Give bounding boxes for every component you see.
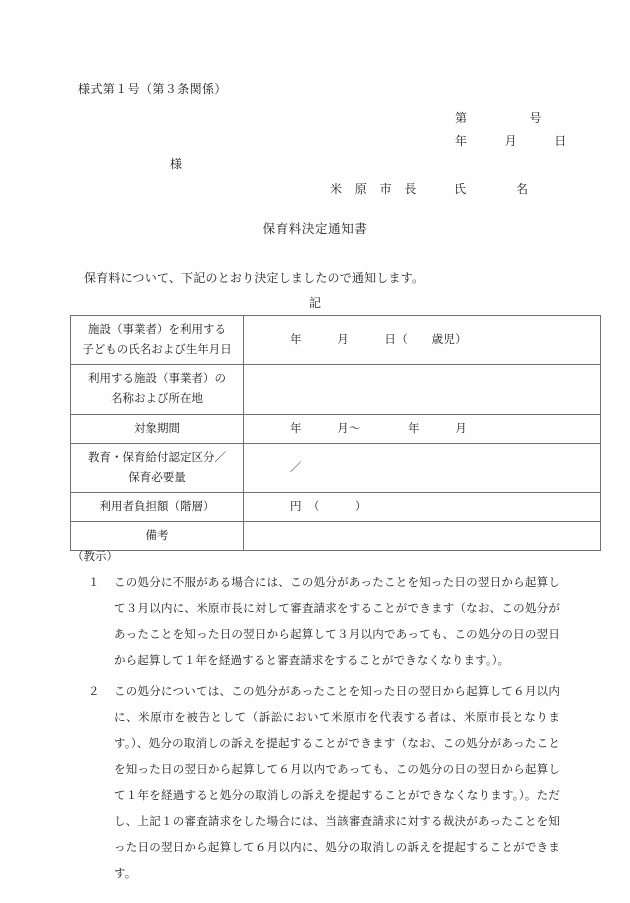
- document-number-field: 第 号: [455, 111, 542, 125]
- instruction-number-2: ２: [88, 686, 100, 698]
- row-value-child-name[interactable]: 年 月 日（ 歳児）: [244, 316, 601, 365]
- row-label-remarks: [71, 522, 244, 551]
- table-row: [71, 492, 601, 521]
- table-row: [71, 365, 601, 414]
- row-label-child-name: [71, 316, 244, 365]
- label-line-1: 施設（事業者）を利用する: [88, 324, 226, 336]
- instruction-number-1: １: [88, 577, 100, 589]
- page-title: 保育料決定通知書: [262, 222, 368, 236]
- row-value-certification-category[interactable]: ／: [244, 443, 601, 492]
- label-line-1: 利用者負担額（階層）: [99, 500, 215, 513]
- table-row: [71, 522, 601, 551]
- table-row: [71, 316, 601, 365]
- row-label-user-fee: [71, 492, 244, 521]
- row-label-facility-name: [71, 365, 244, 414]
- instructions-heading: （教示）: [72, 551, 118, 563]
- row-value-facility-name[interactable]: [244, 365, 601, 414]
- issuer-line: 米 原 市 長 氏 名: [330, 182, 529, 196]
- row-value-target-period[interactable]: 年 月～ 年 月: [244, 414, 601, 443]
- instructions-list: [88, 570, 560, 892]
- instruction-text-2: この処分については、この処分があったことを知った日の翌日から起算して６月以内に、米原市を被告として（訴訟において米原市を代表する者は、米原市長となります。）、処分の取消しの訴えを提起することができます（なお、この処分があったことを知った日の翌日から起算して６月以内であっても、この処分の日の翌日から起算して１年を経過すると処分の取消しの訴えを提起することができなくなります。）。ただし、上記１の審査請求をした場合には、当該審査請求に対する裁決があったことを知った日の翌日から起算して６月以内に、処分の取消しの訴えを提起することができます。: [114, 686, 560, 880]
- label-line-2: 名称および所在地: [111, 393, 203, 406]
- intro-paragraph: 保育料について、下記のとおり決定しましたので通知します。: [84, 271, 425, 285]
- table-row: [71, 414, 601, 443]
- ki-marker: 記: [308, 296, 321, 310]
- document-date-field: 年 月 日: [455, 134, 567, 148]
- label-line-1: 対象期間: [134, 422, 180, 435]
- label-line-1: 利用する施設（事業者）の: [88, 373, 226, 386]
- list-item: [88, 570, 560, 674]
- row-value-remarks[interactable]: [244, 522, 601, 551]
- addressee-line: 様: [170, 157, 183, 171]
- list-item: [88, 679, 560, 887]
- row-label-target-period: [71, 414, 244, 443]
- form-number: 様式第１号（第３条関係）: [78, 82, 227, 96]
- row-value-user-fee[interactable]: 円 （ ）: [244, 492, 601, 521]
- fee-details-table: [70, 315, 601, 551]
- row-label-certification-category: [71, 443, 244, 492]
- label-line-2: 子どもの氏名および生年月日: [82, 344, 232, 357]
- label-line-2: 保育必要量: [128, 471, 186, 484]
- label-line-1: 備考: [145, 530, 169, 542]
- instruction-text-1: この処分に不服がある場合には、この処分があったことを知った日の翌日から起算して３月以内に、米原市長に対して審査請求をすることができます（なお、この処分があったことを知った日の翌日から起算して３月以内であっても、この処分の日の翌日から起算して１年を経過すると審査請求をすることができなくなります。）。: [114, 577, 560, 667]
- table-row: [71, 443, 601, 492]
- label-line-1: 教育・保育給付認定区分／: [88, 451, 226, 464]
